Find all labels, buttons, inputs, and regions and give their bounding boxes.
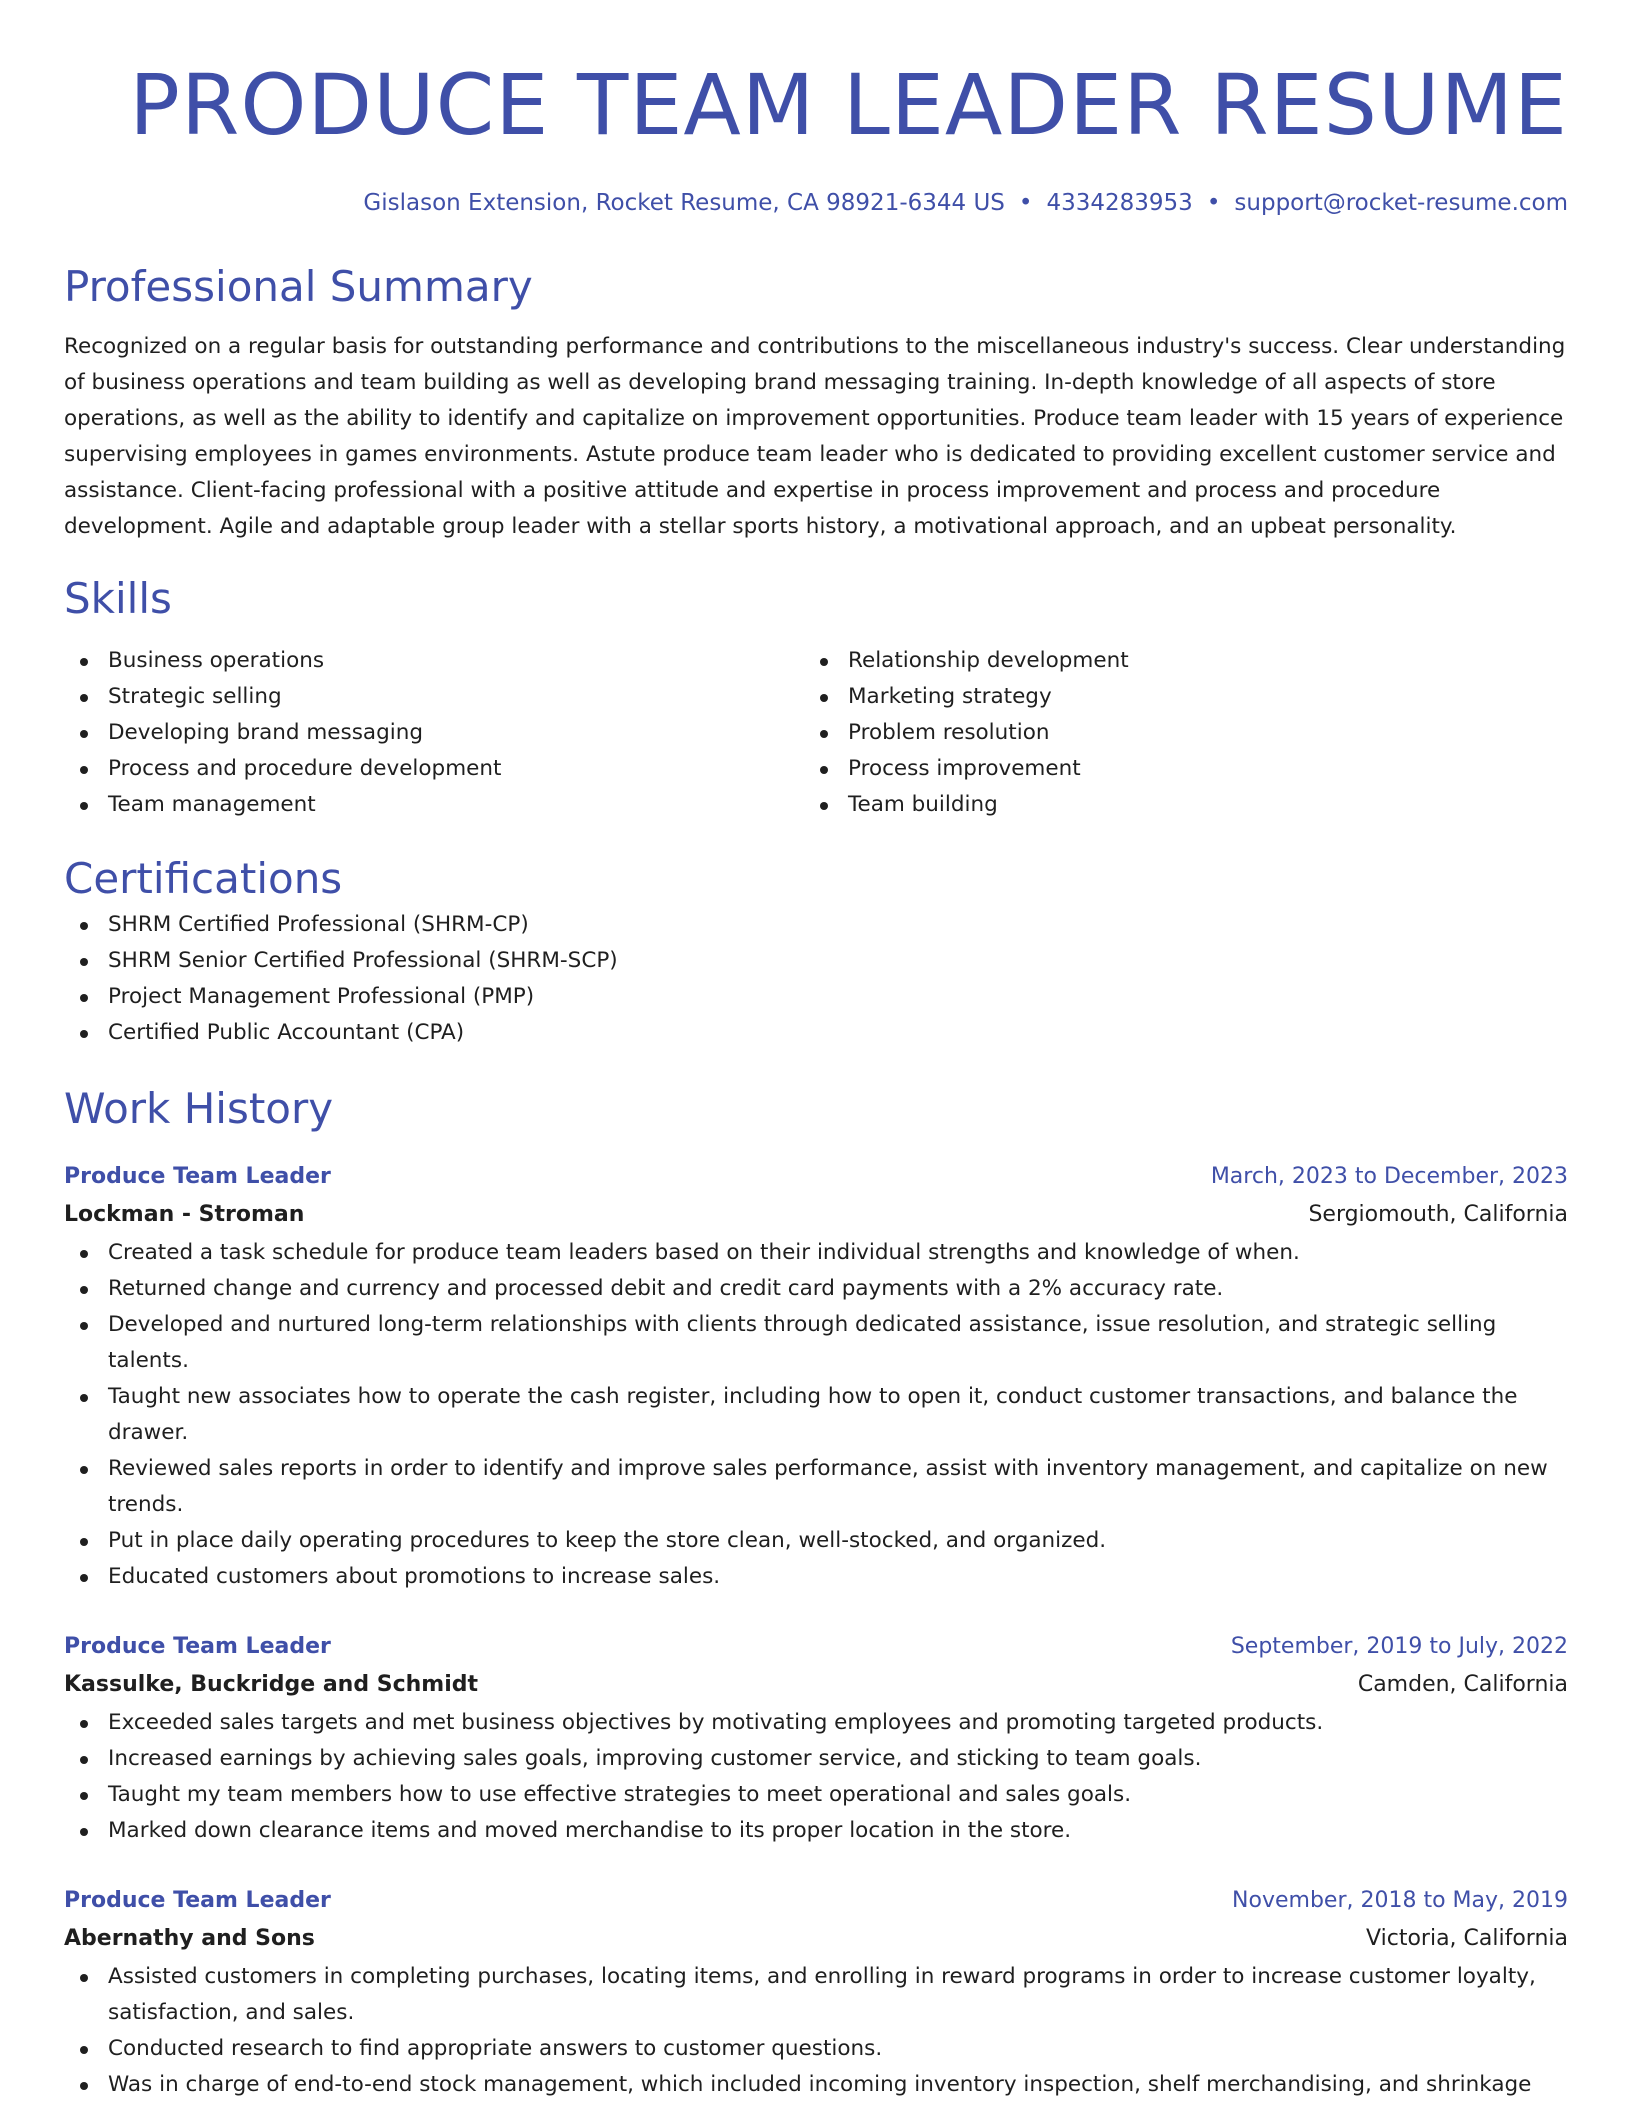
job-title: Produce Team Leader — [64, 1888, 331, 1913]
job-bullet: Conducted research to find appropriate answers to customer questions. — [64, 2031, 1568, 2067]
skill-item: Relationship development — [804, 643, 1544, 679]
contact-phone: 4334283953 — [1046, 190, 1193, 216]
job-bullet: Taught my team members how to use effective strategies to meet operational and sales goals. — [64, 1777, 1568, 1813]
job-dates: March, 2023 to December, 2023 — [1210, 1164, 1568, 1189]
job-location: Camden, California — [1357, 1672, 1568, 1697]
certification-item: SHRM Senior Certified Professional (SHRM-SCP) — [64, 943, 1568, 979]
skill-item: Marketing strategy — [804, 679, 1544, 715]
job-bullet: Created a task schedule for produce team leaders based on their individual strengths and knowledge of when. — [64, 1235, 1568, 1271]
contact-separator: • — [1018, 190, 1033, 216]
job-bullet: Put in place daily operating procedures to keep the store clean, well-stocked, and organized. — [64, 1523, 1568, 1559]
skill-item: Process and procedure development — [64, 751, 804, 787]
skill-item: Problem resolution — [804, 715, 1544, 751]
summary-heading: Professional Summary — [64, 262, 533, 311]
job-bullet: Developed and nurtured long-term relationships with clients through dedicated assistance, issue resolution, and strategic selling talents. — [64, 1307, 1568, 1379]
job-company: Kassulke, Buckridge and Schmidt — [64, 1672, 479, 1697]
job-bullet: Taught new associates how to operate the cash register, including how to open it, conduct customer transactions, and balance the drawer. — [64, 1379, 1568, 1451]
job-title-row — [64, 1629, 1568, 1665]
job-title-row — [64, 1883, 1568, 1919]
certifications-list — [64, 907, 1568, 1051]
skills-column-right — [804, 643, 1544, 823]
skills-column-left — [64, 643, 804, 823]
skills-list-right — [804, 643, 1544, 823]
skill-item: Business operations — [64, 643, 804, 679]
job-dates: November, 2018 to May, 2019 — [1232, 1888, 1568, 1913]
job-bullet-list — [64, 1959, 1568, 2103]
job-bullet: Reviewed sales reports in order to identify and improve sales performance, assist with inventory management, and capitalize on new trends. — [64, 1451, 1568, 1523]
skill-item: Developing brand messaging — [64, 715, 804, 751]
job-location: Sergiomouth, California — [1308, 1202, 1568, 1227]
certification-item: Project Management Professional (PMP) — [64, 979, 1568, 1015]
job-company: Abernathy and Sons — [64, 1926, 315, 1951]
contact-separator: • — [1206, 190, 1221, 216]
job-bullet: Exceeded sales targets and met business objectives by motivating employees and promoting targeted products. — [64, 1705, 1568, 1741]
certification-item: Certified Public Accountant (CPA) — [64, 1015, 1568, 1051]
job-bullet: Educated customers about promotions to increase sales. — [64, 1559, 1568, 1595]
job-bullet: Was in charge of end-to-end stock management, which included incoming inventory inspection, shelf merchandising, and shrinkage — [64, 2067, 1568, 2103]
contact-line — [64, 185, 1568, 221]
job-bullet: Increased earnings by achieving sales goals, improving customer service, and sticking to team goals. — [64, 1741, 1568, 1777]
job-entry — [64, 1629, 1568, 1849]
resume-title: PRODUCE TEAM LEADER RESUME — [129, 56, 1568, 154]
job-bullet: Marked down clearance items and moved merchandise to its proper location in the store. — [64, 1813, 1568, 1849]
skill-item: Process improvement — [804, 751, 1544, 787]
job-title: Produce Team Leader — [64, 1634, 331, 1659]
job-bullet-list — [64, 1705, 1568, 1849]
work-history-heading: Work History — [64, 1084, 334, 1133]
job-bullet: Returned change and currency and processed debit and credit card payments with a 2% accuracy rate. — [64, 1271, 1568, 1307]
job-entry — [64, 1159, 1568, 1595]
job-entry — [64, 1883, 1568, 2103]
job-bullet-list — [64, 1235, 1568, 1595]
skills-heading: Skills — [64, 574, 172, 623]
job-title: Produce Team Leader — [64, 1164, 331, 1189]
skill-item: Team building — [804, 787, 1544, 823]
job-bullet: Assisted customers in completing purchases, locating items, and enrolling in reward programs in order to increase customer loyalty, satisfaction, and sales. — [64, 1959, 1568, 2031]
job-company-row — [64, 1919, 1568, 1959]
skills-list-left — [64, 643, 804, 823]
contact-email: support@rocket-resume.com — [1234, 190, 1568, 216]
skill-item: Strategic selling — [64, 679, 804, 715]
contact-address: Gislason Extension, Rocket Resume, CA 98921-6344 US — [363, 190, 1005, 216]
job-company-row — [64, 1195, 1568, 1235]
job-dates: September, 2019 to July, 2022 — [1230, 1634, 1568, 1659]
job-company: Lockman - Stroman — [64, 1202, 305, 1227]
summary-text: Recognized on a regular basis for outstanding performance and contributions to the miscellaneous industry's success. Clear understanding of business operations and team building as well as developing brand messaging training. In-depth knowledge of all aspects of store operations, as well as the ability to identify and capitalize on improvement opportunities. Produce team leader with 15 years of experience supervising employees in games environments. Astute produce team leader who is dedicated to providing excellent customer service and assistance. Client-facing professional with a positive attitude and expertise in process improvement and process and procedure development. Agile and adaptable group leader with a stellar sports history, a motivational approach, and an upbeat personality. — [64, 334, 1566, 539]
job-company-row — [64, 1665, 1568, 1705]
skill-item: Team management — [64, 787, 804, 823]
job-title-row — [64, 1159, 1568, 1195]
job-location: Victoria, California — [1366, 1926, 1568, 1951]
certifications-heading: Certifications — [64, 854, 343, 903]
skills-grid — [64, 643, 1568, 823]
certification-item: SHRM Certified Professional (SHRM-CP) — [64, 907, 1568, 943]
